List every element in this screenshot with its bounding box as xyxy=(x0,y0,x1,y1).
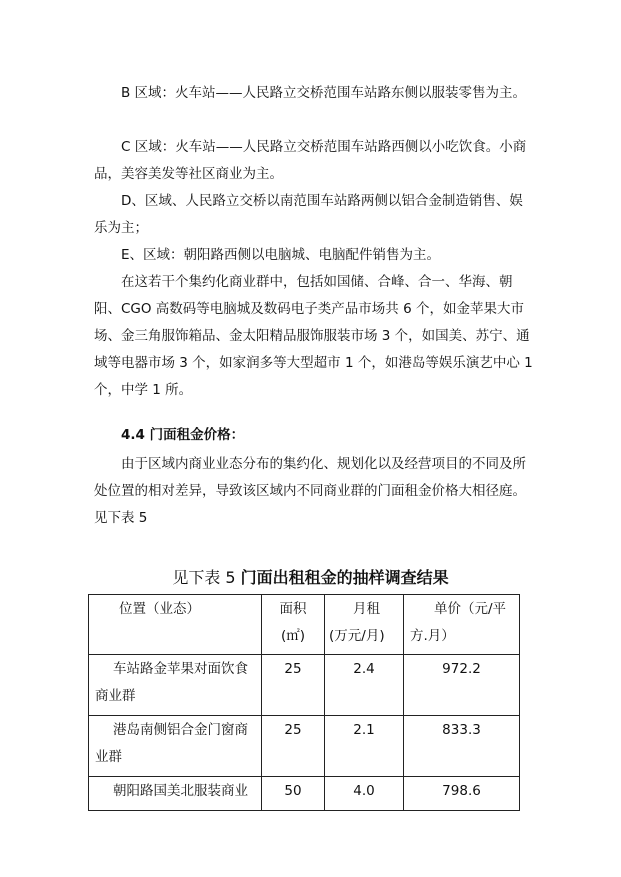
cell-area: 50 xyxy=(262,777,325,811)
cell-rent: 2.1 xyxy=(325,716,404,777)
cell-location: 车站路金苹果对面饮食商业群 xyxy=(89,655,262,716)
table-title xyxy=(0,566,621,590)
cell-rent: 4.0 xyxy=(325,777,404,811)
cell-location: 港岛南侧铝合金门窗商业群 xyxy=(89,716,262,777)
paragraph-zone-b: B 区域：火车站——人民路立交桥范围车站路东侧以服装零售为主。 xyxy=(121,85,527,101)
cell-location: 朝阳路国美北服装商业 xyxy=(89,777,262,811)
paragraph-zone-d: D、区域、人民路立交桥以南范围车站路两侧以铝合金制造销售、娱乐为主； xyxy=(94,193,523,236)
table-row xyxy=(89,777,520,811)
cell-area: 25 xyxy=(262,716,325,777)
cell-unit-price: 972.2 xyxy=(404,655,520,716)
header-unit-price: 单价（元/平方.月） xyxy=(404,595,520,655)
table-header-row xyxy=(89,595,520,655)
table-row xyxy=(89,716,520,777)
header-rent: 月租(万元/月) xyxy=(325,595,404,655)
paragraph-commercial-groups: 在这若干个集约化商业群中，包括如国储、合峰、合一、华海、朝阳、CGO 高数码等电脑城及数码电子类产品市场共 6 个，如金苹果大市场、金三角服饰箱品、金太阳精品服饰服装市场 3 个，如国美、苏宁、通域等电器市场 3 个，如家润多等大型超市 1 个，如港岛等娱乐演艺中心 1 个，中学 1 所。 xyxy=(94,274,533,398)
section-heading-rent-price: 4.4 门面租金价格： xyxy=(121,427,245,443)
cell-area: 25 xyxy=(262,655,325,716)
cell-unit-price: 833.3 xyxy=(404,716,520,777)
cell-rent: 2.4 xyxy=(325,655,404,716)
paragraph-zone-c: C 区域：火车站——人民路立交桥范围车站路西侧以小吃饮食。小商品，美容美发等社区商业为主。 xyxy=(94,139,527,182)
table-title-prefix: 见下表 5 xyxy=(172,568,241,587)
table-row xyxy=(89,655,520,716)
paragraph-zone-e: E、区域：朝阳路西侧以电脑城、电脑配件销售为主。 xyxy=(121,247,441,263)
cell-unit-price: 798.6 xyxy=(404,777,520,811)
header-area: 面积(㎡) xyxy=(262,595,325,655)
paragraph-rent-difference: 由于区域内商业业态分布的集约化、规划化以及经营项目的不同及所处位置的相对差异，导致该区域内不同商业群的门面租金价格大相径庭。见下表 5 xyxy=(94,456,526,526)
header-location: 位置（业态） xyxy=(89,595,262,655)
table-title-main: 门面出租租金的抽样调查结果 xyxy=(240,568,449,587)
rent-survey-table xyxy=(88,594,520,811)
